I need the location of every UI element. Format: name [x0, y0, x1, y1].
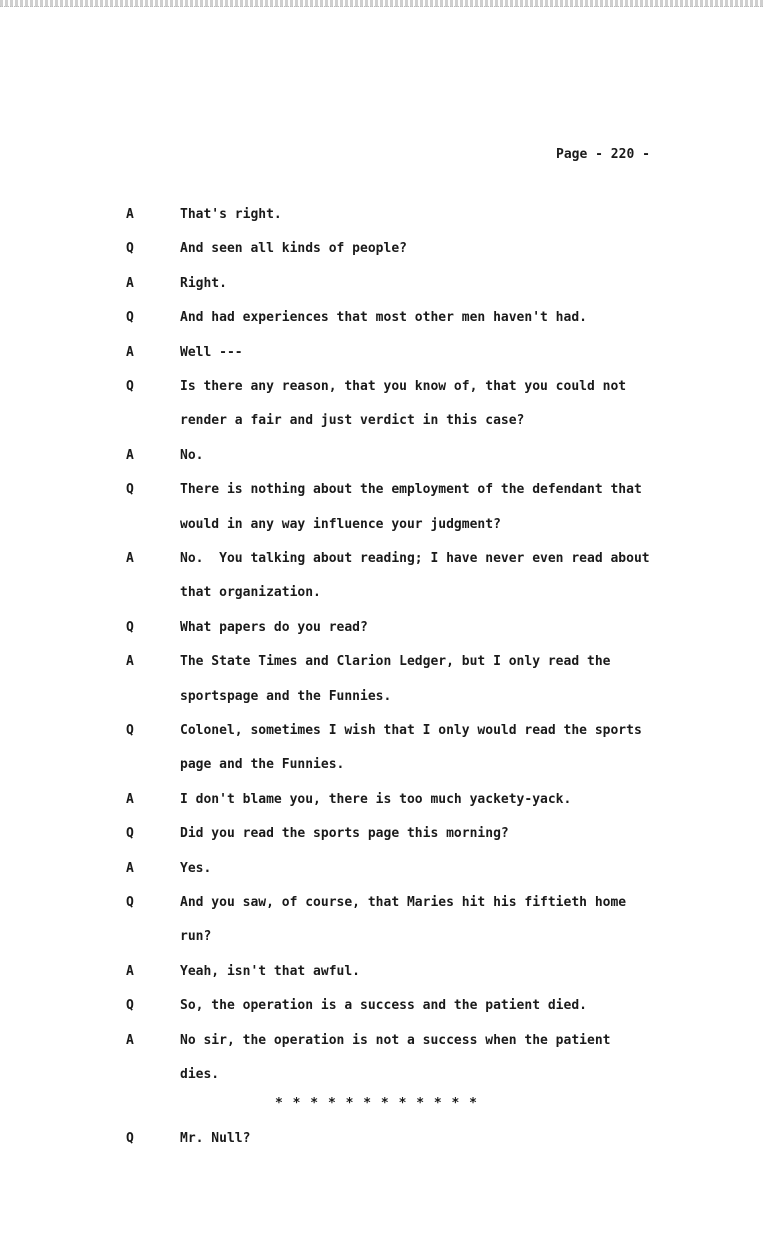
line-text: Is there any reason, that you know of, that you could not: [180, 379, 627, 394]
transcript-line: [0, 310, 763, 330]
line-text: Yeah, isn't that awful.: [180, 964, 361, 979]
line-text: And seen all kinds of people?: [180, 241, 407, 256]
transcript-line: [0, 964, 763, 984]
line-text: And had experiences that most other men haven't had.: [180, 310, 587, 325]
speaker-label: A: [126, 654, 134, 669]
page-number-header: Page - 220 -: [556, 147, 650, 162]
section-separator: * * * * * * * * * * * *: [275, 1096, 479, 1111]
speaker-label: A: [126, 551, 134, 566]
line-text: would in any way influence your judgment?: [180, 517, 501, 532]
speaker-label: A: [126, 1033, 134, 1048]
transcript-line: [0, 620, 763, 640]
transcript-line: [0, 757, 763, 777]
line-text: I don't blame you, there is too much yackety-yack.: [180, 792, 572, 807]
final-transcript-line: [0, 1131, 763, 1151]
transcript-line: [0, 379, 763, 399]
speaker-label: Q: [126, 241, 134, 256]
transcript-line: [0, 551, 763, 571]
speaker-label: Q: [126, 895, 134, 910]
page-top-edge: [0, 0, 763, 7]
transcript-line: [0, 792, 763, 812]
line-text: that organization.: [180, 585, 321, 600]
speaker-label: A: [126, 207, 134, 222]
line-text: sportspage and the Funnies.: [180, 689, 392, 704]
speaker-label: A: [126, 448, 134, 463]
speaker-label: Q: [126, 379, 134, 394]
transcript-line: [0, 929, 763, 949]
transcript-line: [0, 276, 763, 296]
transcript-line: [0, 241, 763, 261]
transcript-line: [0, 895, 763, 915]
speaker-label: Q: [126, 1131, 134, 1146]
line-text: No.: [180, 448, 204, 463]
line-text: The State Times and Clarion Ledger, but I only read the: [180, 654, 611, 669]
line-text: Well ---: [180, 345, 243, 360]
transcript-line: [0, 826, 763, 846]
line-text: Right.: [180, 276, 227, 291]
line-text: What papers do you read?: [180, 620, 368, 635]
line-text: dies.: [180, 1067, 220, 1082]
line-text: There is nothing about the employment of the defendant that: [180, 482, 642, 497]
speaker-label: A: [126, 792, 134, 807]
transcript-line: [0, 1033, 763, 1053]
transcript-line: [0, 1067, 763, 1087]
transcript-line: [0, 689, 763, 709]
line-text: And you saw, of course, that Maries hit his fiftieth home: [180, 895, 627, 910]
line-text: Colonel, sometimes I wish that I only would read the sports: [180, 723, 642, 738]
line-text: render a fair and just verdict in this case?: [180, 413, 525, 428]
speaker-label: A: [126, 964, 134, 979]
transcript-line: [0, 482, 763, 502]
speaker-label: A: [126, 345, 134, 360]
transcript-line: [0, 723, 763, 743]
transcript-line: [0, 998, 763, 1018]
transcript-line: [0, 413, 763, 433]
line-text: So, the operation is a success and the patient died.: [180, 998, 587, 1013]
line-text: Mr. Null?: [180, 1131, 251, 1146]
speaker-label: Q: [126, 482, 134, 497]
line-text: page and the Funnies.: [180, 757, 345, 772]
line-text: run?: [180, 929, 212, 944]
line-text: Did you read the sports page this morning?: [180, 826, 509, 841]
line-text: No. You talking about reading; I have never even read about: [180, 551, 650, 566]
transcript-line: [0, 448, 763, 468]
speaker-label: Q: [126, 310, 134, 325]
speaker-label: Q: [126, 620, 134, 635]
transcript-line: [0, 517, 763, 537]
speaker-label: Q: [126, 723, 134, 738]
speaker-label: A: [126, 276, 134, 291]
transcript-line: [0, 585, 763, 605]
speaker-label: Q: [126, 826, 134, 841]
line-text: No sir, the operation is not a success when the patient: [180, 1033, 611, 1048]
speaker-label: A: [126, 861, 134, 876]
line-text: That's right.: [180, 207, 282, 222]
transcript-line: [0, 861, 763, 881]
transcript-line: [0, 345, 763, 365]
line-text: Yes.: [180, 861, 212, 876]
transcript-line: [0, 207, 763, 227]
transcript-line: [0, 654, 763, 674]
speaker-label: Q: [126, 998, 134, 1013]
